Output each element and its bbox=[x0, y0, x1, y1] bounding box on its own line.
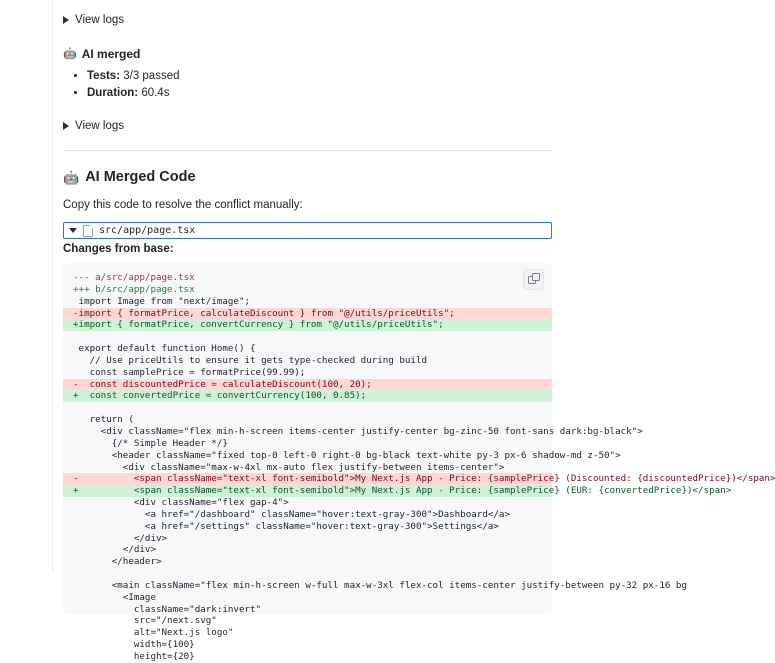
diff-line: <Image bbox=[73, 591, 156, 603]
diff-line bbox=[63, 568, 552, 580]
diff-line: className="dark:invert" bbox=[73, 603, 262, 615]
copy-code-button[interactable] bbox=[523, 269, 544, 290]
ai-merged-status-title: AI merged bbox=[81, 47, 141, 61]
duration-value: 60.4s bbox=[141, 87, 170, 99]
tests-value: 3/3 passed bbox=[123, 70, 180, 82]
view-logs-toggle-1[interactable] bbox=[63, 13, 124, 27]
file-disclosure-row[interactable] bbox=[63, 222, 552, 239]
diff-line: src="/next.svg" bbox=[73, 615, 217, 627]
diff-line: +import { formatPrice, convertCurrency } from "@/utils/priceUtils"; bbox=[63, 319, 552, 331]
diff-line: import Image from "next/image"; bbox=[73, 295, 251, 307]
tests-label: Tests: bbox=[87, 70, 121, 82]
diff-line bbox=[63, 402, 552, 414]
view-logs-label-1: View logs bbox=[75, 14, 125, 26]
diff-line: <div className="flex gap-4"> bbox=[73, 497, 289, 509]
diff-line: height={20} bbox=[73, 651, 195, 662]
ai-merged-code-heading bbox=[63, 168, 581, 186]
diff-line: + const convertedPrice = convertCurrency(100, 0.85); bbox=[63, 390, 552, 402]
diff-line bbox=[63, 331, 552, 343]
diff-line: // Use priceUtils to ensure it gets type-checked during build bbox=[73, 354, 428, 366]
list-item bbox=[87, 68, 581, 84]
content-inner bbox=[53, 13, 775, 662]
diff-panel bbox=[63, 263, 775, 662]
ai-merged-status-list bbox=[63, 68, 581, 101]
diff-line: <div className="flex min-h-screen items-center justify-center bg-zinc-50 font-sans dark:bg-black"> bbox=[73, 425, 643, 437]
diff-line: <div className="max-w-4xl mx-auto flex justify-between items-center"> bbox=[73, 461, 505, 473]
duration-label: Duration: bbox=[87, 87, 139, 99]
file-path-label: src/app/page.tsx bbox=[99, 225, 196, 236]
diff-line: alt="Next.js logo" bbox=[73, 627, 234, 639]
diff-line: export default function Home() { bbox=[73, 343, 256, 355]
merged-code-help-text: Copy this code to resolve the conflict manually: bbox=[63, 199, 303, 211]
diff-line: </div> bbox=[73, 532, 168, 544]
view-logs-toggle-2[interactable] bbox=[63, 119, 124, 133]
diff-code-block bbox=[63, 263, 775, 663]
diff-line: <main className="flex min-h-screen w-full max-w-3xl flex-col items-center justify-between py-32 px-16 bg bbox=[73, 579, 687, 591]
diff-line: </div> bbox=[73, 544, 156, 556]
robot-emoji-icon: 🤖 bbox=[63, 169, 80, 185]
content-column bbox=[52, 0, 775, 662]
diff-line: <a href="/dashboard" className="hover:text-gray-300">Dashboard</a> bbox=[73, 508, 510, 520]
diff-line: +++ b/src/app/page.tsx bbox=[73, 283, 195, 295]
diff-line: --- a/src/app/page.tsx bbox=[73, 272, 195, 283]
diff-line: width={100} bbox=[73, 639, 195, 651]
section-divider bbox=[63, 150, 552, 151]
page-title: AI Merged Code bbox=[85, 169, 196, 185]
diff-line: + <span className="text-xl font-semibold">My Next.js App - Price: {samplePrice} (EUR: {convertedPrice})</span> bbox=[63, 485, 552, 497]
diff-line: - const discountedPrice = calculateDiscount(100, 20); bbox=[63, 379, 552, 391]
view-logs-label-2: View logs bbox=[75, 120, 125, 132]
diff-line: -import { formatPrice, calculateDiscount } from "@/utils/priceUtils"; bbox=[63, 308, 552, 320]
changes-from-base-label: Changes from base: bbox=[63, 243, 174, 255]
diff-line: {/* Simple Header */} bbox=[73, 437, 228, 449]
file-icon bbox=[83, 225, 93, 237]
diff-line: <header className="fixed top-0 left-0 right-0 bg-black text-white py-3 px-6 shadow-md z-50"> bbox=[73, 449, 621, 461]
diff-line: </header> bbox=[73, 556, 162, 568]
diff-line: return ( bbox=[73, 414, 134, 426]
copy-icon-front bbox=[532, 273, 540, 281]
triangle-right-icon bbox=[63, 16, 69, 24]
robot-emoji-icon: 🤖 bbox=[63, 48, 77, 60]
triangle-down-icon[interactable] bbox=[69, 228, 77, 233]
diff-line: const samplePrice = formatPrice(99.99); bbox=[73, 366, 306, 378]
diff-line: - <span className="text-xl font-semibold">My Next.js App - Price: {samplePrice} (Discounted: {discountedPrice})</span> bbox=[63, 473, 552, 485]
triangle-right-icon bbox=[63, 122, 69, 130]
ai-merged-status-heading bbox=[63, 47, 581, 62]
diff-line: <a href="/settings" className="hover:text-gray-300">Settings</a> bbox=[73, 520, 499, 532]
list-item bbox=[87, 85, 581, 101]
